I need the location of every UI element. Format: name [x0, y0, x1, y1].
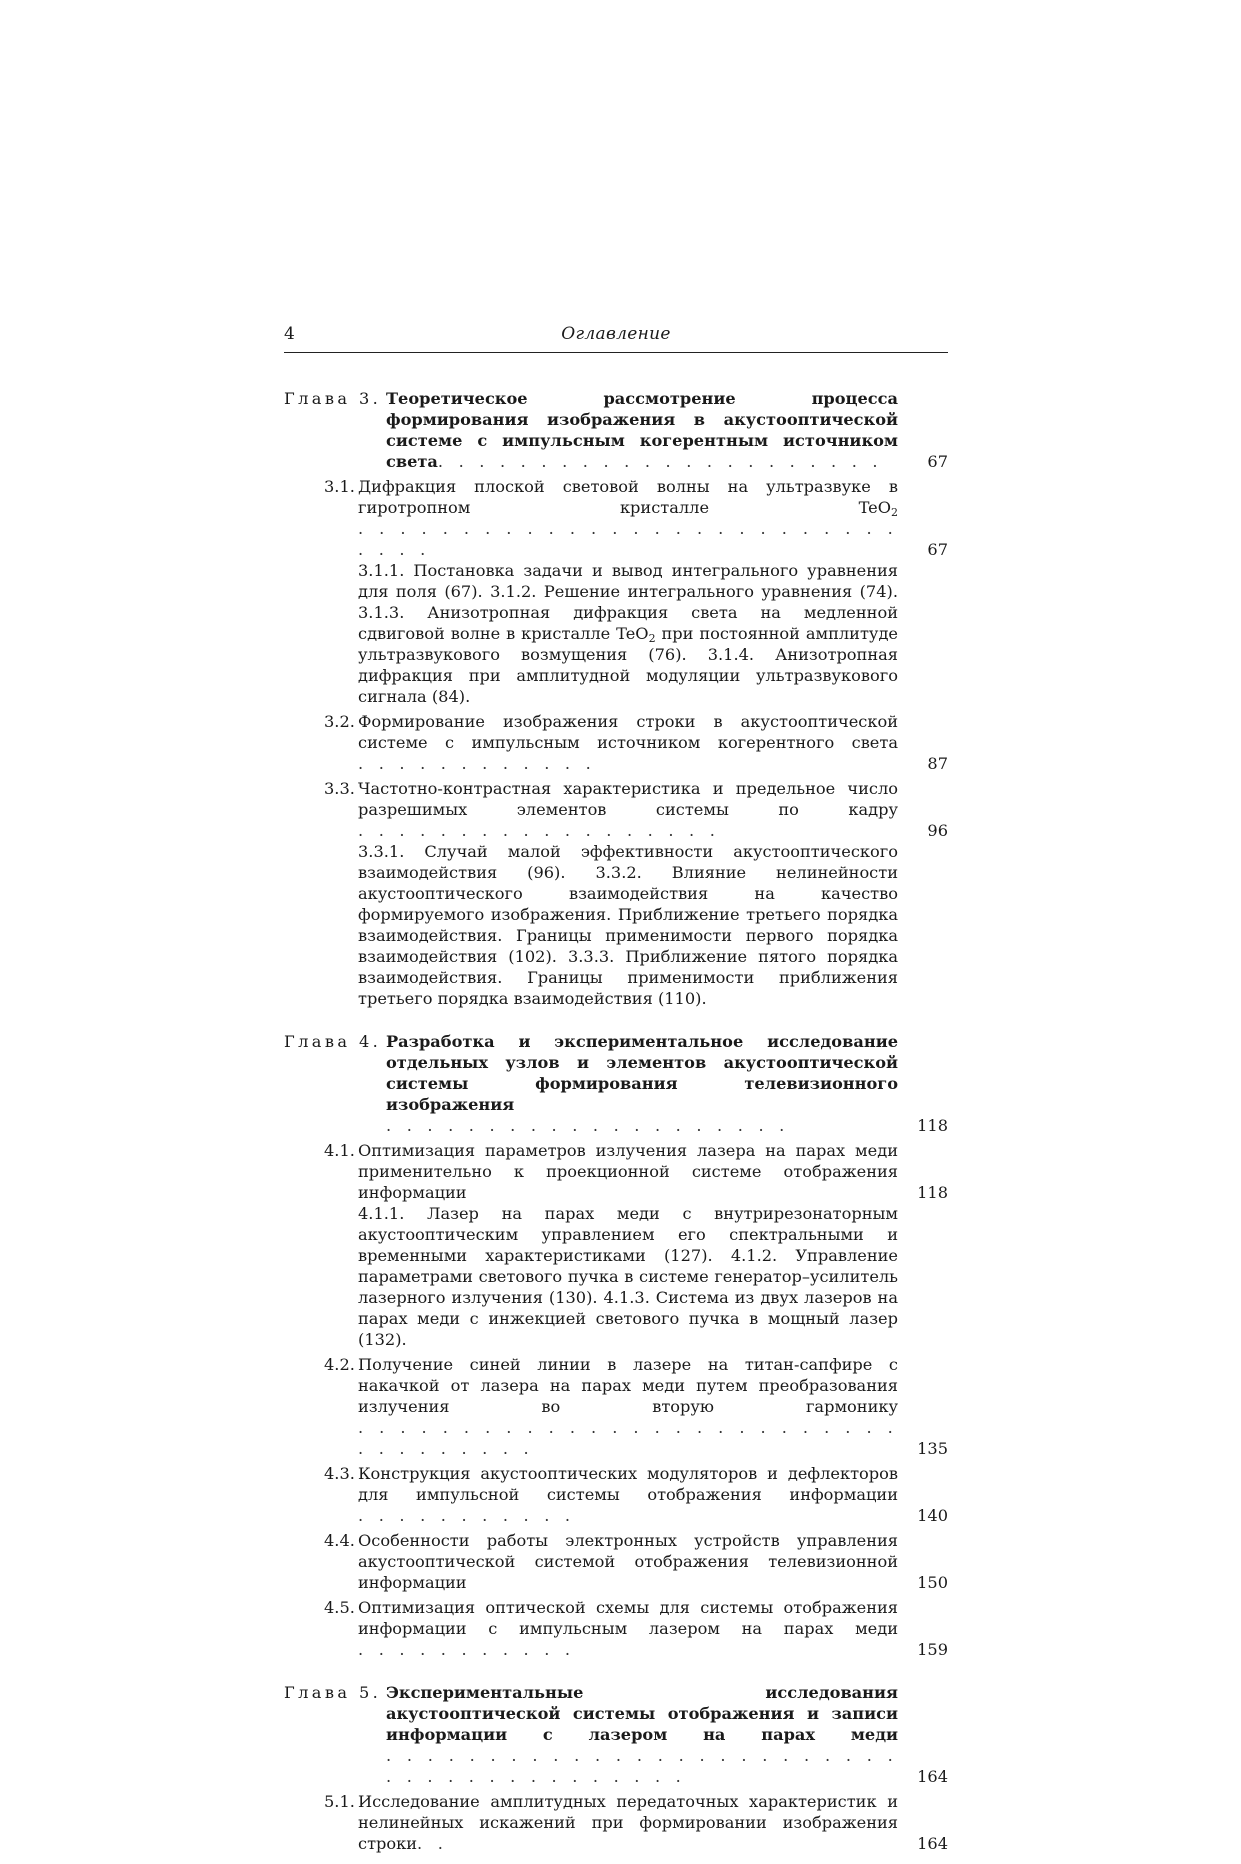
section-title: [358, 476, 948, 560]
table-of-contents: [284, 388, 948, 1864]
chapter-heading[interactable]: [284, 388, 948, 472]
section-number: 4.1.: [324, 1141, 355, 1160]
dot-leader: . . . . . . . . . . . . . . . . . . . . . . . . . . . . . . . . . . .: [358, 1418, 898, 1458]
section-title: [358, 1140, 948, 1203]
subsection-text: 3.1.1. Постановка задачи и вывод интегрального уравнения для поля (67). 3.1.2. Решение интегрального уравнения (74). 3.1.3. Анизотропная дифракция света на медленной сдвиговой волне в кристалле TeO: [358, 561, 898, 643]
chapter-prefix: Глава 5.: [284, 1683, 382, 1702]
toc-chapter-4: [284, 1031, 948, 1660]
page-number: 4: [284, 324, 295, 344]
page-ref: 96: [927, 821, 948, 840]
dot-leader: . . . . . . . . . . . . . . . . . . . . . . . . . . . . . .: [358, 519, 898, 559]
section-title: [358, 711, 898, 774]
page-header: [284, 322, 948, 353]
section-title-text: Конструкция акустооптических модуляторов и дефлекторов для импульсной системы отображения информации: [358, 1464, 898, 1504]
toc-section-4-4[interactable]: [284, 1530, 948, 1593]
chapter-heading[interactable]: [284, 1682, 948, 1787]
dot-leader: . . . . . . . . . . .: [358, 1506, 576, 1525]
section-number: 4.2.: [324, 1355, 355, 1374]
subsection-list: 4.1.1. Лазер на парах меди с внутрирезонаторным акустооптическим управлением его спектральными и временными характеристиками (127). 4.1.2. Управление параметрами светового пучка в системе генератор–усилитель лазерного излучения (130). 4.1.3. Система из двух лазеров на парах меди с инжекцией светового пучка в мощный лазер (132).: [358, 1204, 898, 1349]
page-ref: 118: [917, 1183, 948, 1202]
page-ref: 87: [927, 754, 948, 773]
section-number: 4.3.: [324, 1464, 355, 1483]
chapter-heading[interactable]: [284, 1031, 948, 1136]
page-ref: 67: [927, 540, 948, 559]
dot-leader: . .: [417, 1834, 449, 1853]
toc-chapter-5: [284, 1682, 948, 1854]
section-title: [358, 1791, 898, 1854]
subsection-list: [358, 560, 898, 707]
section-title: [358, 778, 948, 841]
page-ref: 118: [917, 1116, 948, 1135]
dot-leader: . . . . . . . . . . .: [358, 1640, 576, 1659]
toc-section-4-2[interactable]: [284, 1354, 948, 1459]
toc-section-3-3[interactable]: [284, 778, 948, 1009]
section-number: 3.1.: [324, 477, 355, 496]
section-title-text: Частотно-контрастная характеристика и предельное число разрешимых элементов системы по кадру: [358, 779, 898, 819]
dot-leader: . . . . . . . . . . . . . . . . . . . . . . . . . . . . . . . . . . . . . . . .: [386, 1746, 898, 1786]
section-title-text: Особенности работы электронных устройств управления акустооптической системой отображения телевизионной информации: [358, 1531, 898, 1592]
chapter-title: Теоретическое рассмотрение процесса формирования изображения в акустооптической системе с импульсным когерентным источником света: [386, 389, 898, 471]
toc-section-4-3[interactable]: [284, 1463, 948, 1526]
toc-section-5-1[interactable]: [284, 1791, 948, 1854]
dot-leader: . . . . . . . . . . . . . . . . . . . .: [386, 1116, 790, 1135]
section-title: [358, 1530, 898, 1593]
chapter-title: Разработка и экспериментальное исследование отдельных узлов и элементов акустооптической системы формирования телевизионного изображения: [386, 1032, 898, 1114]
section-number: 5.1.: [324, 1792, 355, 1811]
section-title-text: Формирование изображения строки в акустооптической системе с импульсным источником когерентного света: [358, 712, 898, 752]
subscript: 2: [648, 632, 656, 645]
toc-chapter-3: [284, 388, 948, 1009]
section-number: 4.4.: [324, 1531, 355, 1550]
page-ref: 67: [927, 452, 948, 471]
section-number: 4.5.: [324, 1598, 355, 1617]
toc-section-4-5[interactable]: [284, 1597, 948, 1660]
running-title: Оглавление: [561, 324, 671, 344]
page-ref: 150: [917, 1573, 948, 1592]
subsection-list: 3.3.1. Случай малой эффективности акустооптического взаимодействия (96). 3.3.2. Влияние нелинейности акустооптического взаимодействия на качество формируемого изображения. Приближение третьего порядка взаимодействия. Границы применимости первого порядка взаимодействия (102). 3.3.3. Приближение пятого порядка взаимодействия. Границы применимости приближения третьего порядка взаимодействия (110).: [358, 842, 898, 1008]
page-ref: 159: [917, 1640, 948, 1659]
section-title: [358, 1597, 898, 1660]
chapter-title: Экспериментальные исследования акустооптической системы отображения и записи информации с лазером на парах меди: [386, 1683, 898, 1744]
section-number: 3.3.: [324, 779, 355, 798]
page-ref: 164: [917, 1834, 948, 1853]
chapter-prefix: Глава 3.: [284, 389, 382, 408]
section-title: [358, 1354, 898, 1459]
section-title: [358, 1463, 898, 1526]
section-title-text: Получение синей линии в лазере на титан-сапфире с накачкой от лазера на парах меди путем преобразования излучения во вторую гармонику: [358, 1355, 898, 1416]
section-title-text: Оптимизация оптической схемы для системы отображения информации с импульсным лазером на парах меди: [358, 1598, 898, 1638]
page-ref: 164: [917, 1767, 948, 1786]
chapter-prefix: Глава 4.: [284, 1032, 382, 1051]
section-title-text: Исследование амплитудных передаточных характеристик и нелинейных искажений при формировании изображения строки: [358, 1792, 898, 1853]
toc-section-4-1[interactable]: [284, 1140, 948, 1350]
subscript: 2: [891, 506, 898, 519]
toc-section-3-1[interactable]: [284, 476, 948, 707]
section-number: 3.2.: [324, 712, 355, 731]
dot-leader: . . . . . . . . . . . . . . . . . . . . . .: [437, 452, 883, 471]
toc-section-3-2[interactable]: [284, 711, 948, 774]
section-title-text: Оптимизация параметров излучения лазера на парах меди применительно к проекционной системе отображения информации: [358, 1141, 898, 1202]
section-title-text: Дифракция плоской световой волны на ультразвуке в гиротропном кристалле TeO: [358, 477, 898, 517]
page-ref: 135: [917, 1439, 948, 1458]
dot-leader: . . . . . . . . . . . .: [358, 754, 596, 773]
subsection-text: при постоянной амплитуде ультразвукового возмущения (76). 3.1.4. Анизотропная дифракция при амплитудной модуляции ультразвукового сигнала (84).: [358, 624, 898, 706]
page-ref: 140: [917, 1506, 948, 1525]
dot-leader: . . . . . . . . . . . . . . . . . .: [358, 821, 721, 840]
